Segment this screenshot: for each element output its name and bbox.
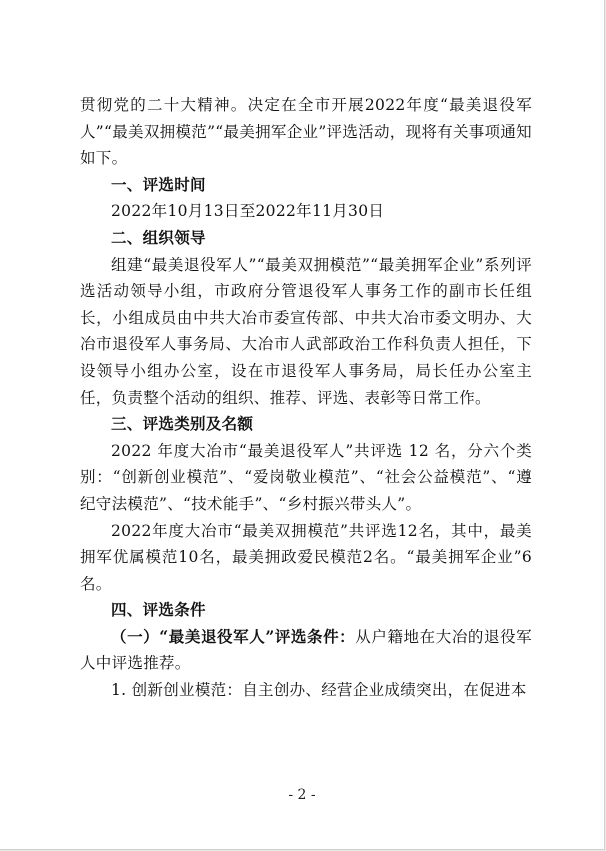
paragraph-organization: 组建“最美退役军人”“最美双拥模范”“最美拥军企业”系列评选活动领导小组，市政府分管退役军人事务工作的副市长任组长，小组成员由中共大冶市委宣传部、中共大冶市委文明办、大冶市退役军人事务局、大冶市人武部政治工作科负责人担任，下设领导小组办公室，设在市退役军人事务局，局长任办公室主任，负责整个活动的组织、推荐、评选、表彰等日常工作。	[80, 255, 532, 407]
conditions-text: 从户籍地在大冶的退役军人中评选推荐。	[80, 627, 532, 673]
paragraph-intro: 贯彻党的二十大精神。决定在全市开展2022年度“最美退役军人”“最美双拥模范”“最美拥军企业”评选活动，现将有关事项通知如下。	[80, 96, 532, 168]
paragraph-veteran-categories: 2022 年度大冶市“最美退役军人”共评选 12 名，分六个类别：“创新创业模范”、“爱岗敬业模范”、“社会公益模范”、“遵纪守法模范”、“技术能手”、“乡村振兴带头人”。	[80, 441, 532, 513]
section-heading-conditions: 四、评选条件	[111, 601, 206, 620]
page-number: - 2 -	[288, 787, 316, 803]
section-heading-organization: 二、组织领导	[111, 228, 206, 247]
document-body	[80, 92, 532, 704]
section-heading-categories: 三、评选类别及名额	[111, 415, 254, 434]
paragraph-model-quota: 2022年度大冶市“最美双拥模范”共评选12名，其中，最美拥军优属模范10名，最美拥政爱民模范2名。“最美拥军企业”6名。	[80, 521, 532, 593]
paragraph-time-range: 2022年10月13日至2022年11月30日	[111, 202, 385, 221]
conditions-lead: （一）“最美退役军人”评选条件：	[111, 626, 356, 646]
paragraph-innovation-model: 1. 创新创业模范：自主创办、经营企业成绩突出，在促进本	[111, 681, 527, 700]
paragraph-veteran-conditions	[80, 624, 532, 677]
section-heading-time: 一、评选时间	[111, 175, 206, 194]
